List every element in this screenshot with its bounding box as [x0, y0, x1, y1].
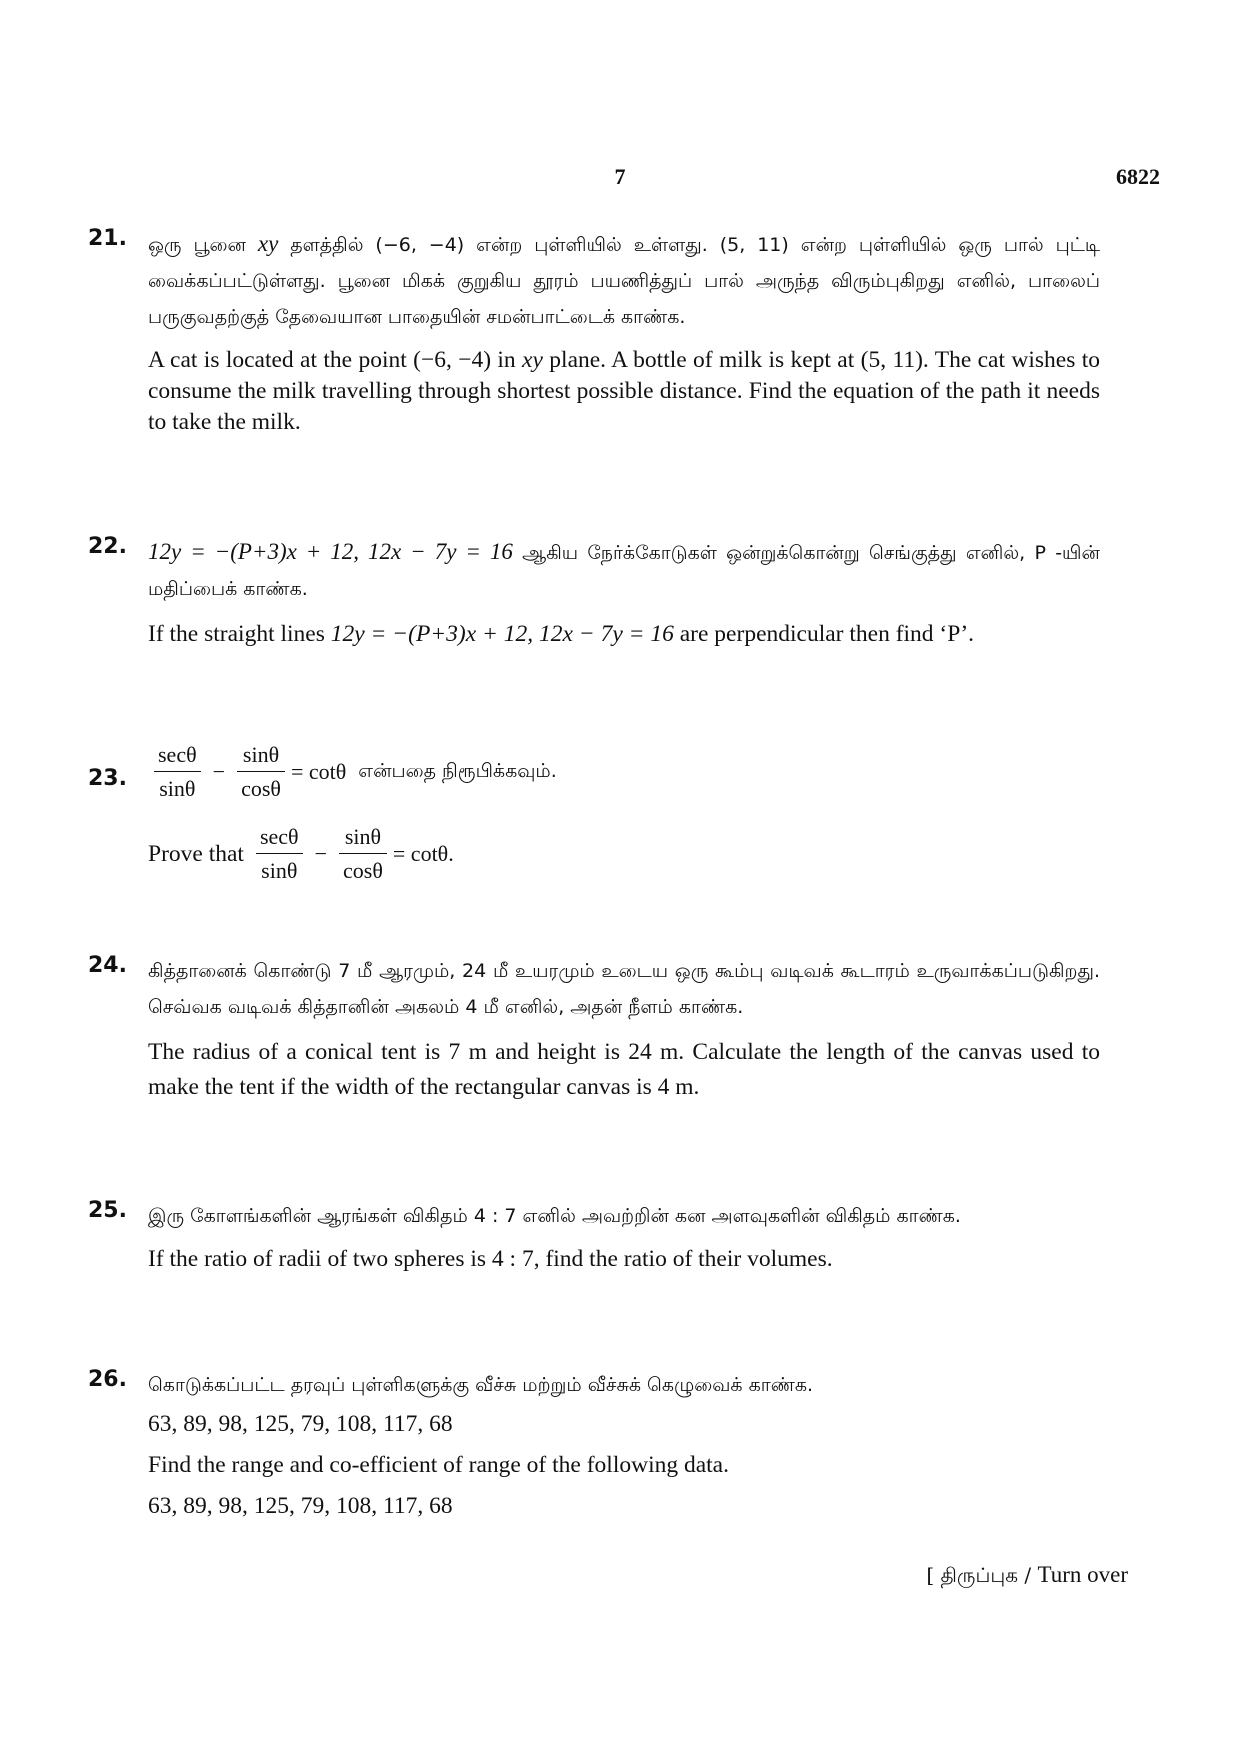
question-english-text: The radius of a conical tent is 7 m and height is 24 m. Calculate the length of the canvas used to make the tent if the width of the rectangular canvas is 4 m.	[148, 1039, 1100, 1100]
identity-english: Prove that $\frac{\sec\theta}{\sin\theta}$ − $\frac{\sin\theta}{\cos\theta}$ = cotθ.	[148, 824, 454, 883]
question-tamil-text: கித்தானைக் கொண்டு 7 மீ ஆரமும், 24 மீ உயரமும் உடைய ஒரு கூம்பு வடிவக் கூடாரம் உருவாக்கப்படுகிறது. செவ்வக வடிவக் கித்தானின் அகலம் 4 மீ எனில், அதன் நீளம் காண்க.	[148, 960, 1100, 1018]
question-tamil-text: ஒரு பூனை xy தளத்தில் (−6, −4) என்ற புள்ளியில் உள்ளது. (5, 11) என்ற புள்ளியில் ஒரு பால் புட்டி வைக்கப்பட்டுள்ளது. பூனை மிகக் குறுகிய தூரம் பயணித்துப் பால் அருந்த விரும்புகிறது எனில், பாலைப் பருகுவதற்குத் தேவையான பாதையின் சமன்பாட்டைக் காண்க.	[148, 231, 1100, 328]
question-25	[88, 1198, 1100, 1275]
question-tamil-text: கொடுக்கப்பட்ட தரவுப் புள்ளிகளுக்கு வீச்சு மற்றும் வீச்சுக் கெழுவைக் காண்க.	[148, 1374, 814, 1396]
question-22	[88, 534, 1100, 652]
question-24	[88, 953, 1100, 1105]
data-values-english: 63, 89, 98, 125, 79, 108, 117, 68	[148, 1493, 453, 1519]
question-21	[88, 226, 1100, 438]
question-english-text: If the ratio of radii of two spheres is 4 : 7, find the ratio of their volumes.	[148, 1246, 833, 1272]
fraction: $\frac{\sec\theta}{\sin\theta}$	[256, 824, 303, 884]
question-number: 24.	[88, 953, 127, 978]
question-number: 23.	[88, 766, 127, 791]
turn-over-note: [ திருப்புக / Turn over	[926, 1562, 1128, 1587]
question-english-text: A cat is located at the point (−6, −4) in xy plane. A bottle of milk is kept at (5, 11). The cat wishes to consume the milk travelling through shortest possible distance. Find the equation of the path it needs to take the milk.	[148, 347, 1100, 435]
question-number: 21.	[88, 226, 127, 251]
identity-tamil: $\frac{\sec\theta}{\sin\theta}$ − $\frac{\sin\theta}{\cos\theta}$ = cotθ என்பதை நிரூபிக்கவும்.	[148, 742, 1100, 802]
question-number: 22.	[88, 534, 127, 559]
question-tamil-text: இரு கோளங்களின் ஆரங்கள் விகிதம் 4 : 7 எனில் அவற்றின் கன அளவுகளின் விகிதம் காண்க.	[148, 1205, 961, 1227]
question-tamil-text: 12y = −(P+3)x + 12, 12x − 7y = 16 ஆகிய நேர்க்கோடுகள் ஒன்றுக்கொன்று செங்குத்து எனில், P -யின் மதிப்பைக் காண்க.	[148, 539, 1100, 600]
question-english-text: If the straight lines 12y = −(P+3)x + 12, 12x − 7y = 16 are perpendicular then find ‘P’.	[148, 621, 975, 647]
question-26	[88, 1367, 1100, 1522]
paper-code: 6822	[1116, 164, 1160, 189]
question-number: 25.	[88, 1198, 127, 1223]
question-number: 26.	[88, 1367, 127, 1392]
fraction: $\frac{\sin\theta}{\cos\theta}$	[339, 824, 387, 884]
fraction: $\frac{\sec\theta}{\sin\theta}$	[154, 742, 201, 802]
question-23	[88, 742, 1100, 884]
fraction: $\frac{\sin\theta}{\cos\theta}$	[237, 742, 285, 802]
data-values-tamil: 63, 89, 98, 125, 79, 108, 117, 68	[148, 1411, 453, 1437]
page-number: 7	[614, 164, 626, 189]
question-english-text: Find the range and co-efficient of range of the following data.	[148, 1452, 729, 1478]
